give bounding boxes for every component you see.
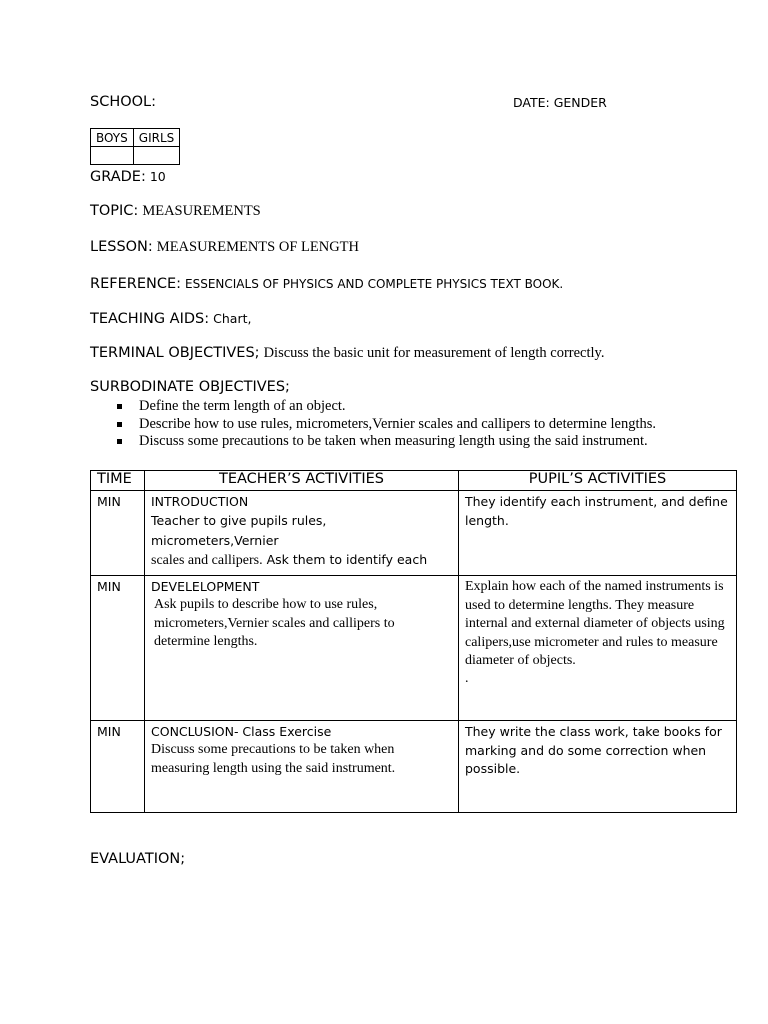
terminal-objectives-value: Discuss the basic unit for measurement of length correctly. [263, 345, 605, 361]
reference-value: ESSENCIALS OF PHYSICS AND COMPLETE PHYSICS TEXT BOOK. [185, 277, 564, 291]
bullet-icon [117, 439, 122, 444]
teaching-aids-line [90, 310, 251, 328]
teacher-cell [145, 576, 459, 721]
school-label: SCHOOL: [90, 94, 157, 110]
teacher-cell [145, 721, 459, 813]
pupil-cell [459, 576, 737, 721]
teacher-activities-header: TEACHER’S ACTIVITIES [145, 471, 459, 491]
time-cell: MIN [91, 576, 145, 721]
boys-cell [91, 147, 134, 165]
girls-header: GIRLS [133, 129, 179, 147]
teacher-text: Teacher to give pupils rules, micrometers,Vernier [151, 513, 327, 548]
teacher-text: Discuss some precautions to be taken when measuring length using the said instrument. [151, 742, 396, 776]
topic-line [90, 202, 261, 220]
lesson-value: MEASUREMENTS OF LENGTH [156, 239, 359, 255]
list-item: Define the term length of an object. [117, 398, 656, 416]
pupil-extra: . [465, 670, 469, 686]
pupil-cell: They identify each instrument, and define length. [459, 491, 737, 576]
gender-table [90, 128, 180, 165]
time-cell: MIN [91, 721, 145, 813]
grade-line [90, 168, 166, 186]
activities-table [90, 470, 737, 813]
pupil-cell: They write the class work, take books for marking and do some correction when possible. [459, 721, 737, 813]
girls-cell [133, 147, 179, 165]
evaluation-label: EVALUATION; [90, 851, 186, 867]
stage-label: INTRODUCTION [151, 494, 249, 509]
bullet-icon [117, 404, 122, 409]
stage-label: CONCLUSION- Class Exercise [151, 724, 332, 739]
pupil-activities-header: PUPIL’S ACTIVITIES [459, 471, 737, 491]
list-item: Discuss some precautions to be taken when measuring length using the said instrument. [117, 433, 656, 451]
lesson-line [90, 238, 359, 256]
grade-label: GRADE: [90, 169, 146, 185]
teacher-text-2: scales and callipers. Ask them to identify each [151, 552, 428, 568]
grade-value: 10 [149, 169, 166, 184]
boys-header: BOYS [91, 129, 134, 147]
list-item: Describe how to use rules, micrometers,Vernier scales and callipers to determine lengths. [117, 416, 656, 434]
subordinate-objectives-label: SURBODINATE OBJECTIVES; [90, 379, 290, 395]
teacher-cell [145, 491, 459, 576]
lesson-label: LESSON: [90, 239, 153, 255]
teaching-aids-value: Chart, [213, 311, 252, 326]
pupil-text: Explain how each of the named instruments is used to determine lengths. They measure internal and external diameter of objects using calipers,use micrometer and rules to measure diameter of objects. [465, 579, 725, 668]
teacher-text: Ask pupils to describe how to use rules, micrometers,Vernier scales and callipers to determine lengths. [154, 597, 395, 649]
reference-label: REFERENCE: [90, 276, 181, 292]
time-cell: MIN [91, 491, 145, 576]
date-gender-label: DATE: GENDER [513, 95, 607, 110]
table-row [91, 576, 737, 721]
table-header-row [91, 471, 737, 491]
teaching-aids-label: TEACHING AIDS: [90, 311, 210, 327]
time-header: TIME [91, 471, 145, 491]
stage-label: DEVELELOPMENT [151, 579, 260, 594]
objectives-list [117, 398, 656, 451]
bullet-icon [117, 422, 122, 427]
topic-label: TOPIC: [90, 203, 139, 219]
reference-line [90, 275, 563, 293]
topic-value: MEASUREMENTS [142, 203, 261, 219]
terminal-objectives-line [90, 344, 604, 362]
terminal-objectives-label: TERMINAL OBJECTIVES; [90, 345, 260, 361]
table-row [91, 721, 737, 813]
table-row [91, 491, 737, 576]
